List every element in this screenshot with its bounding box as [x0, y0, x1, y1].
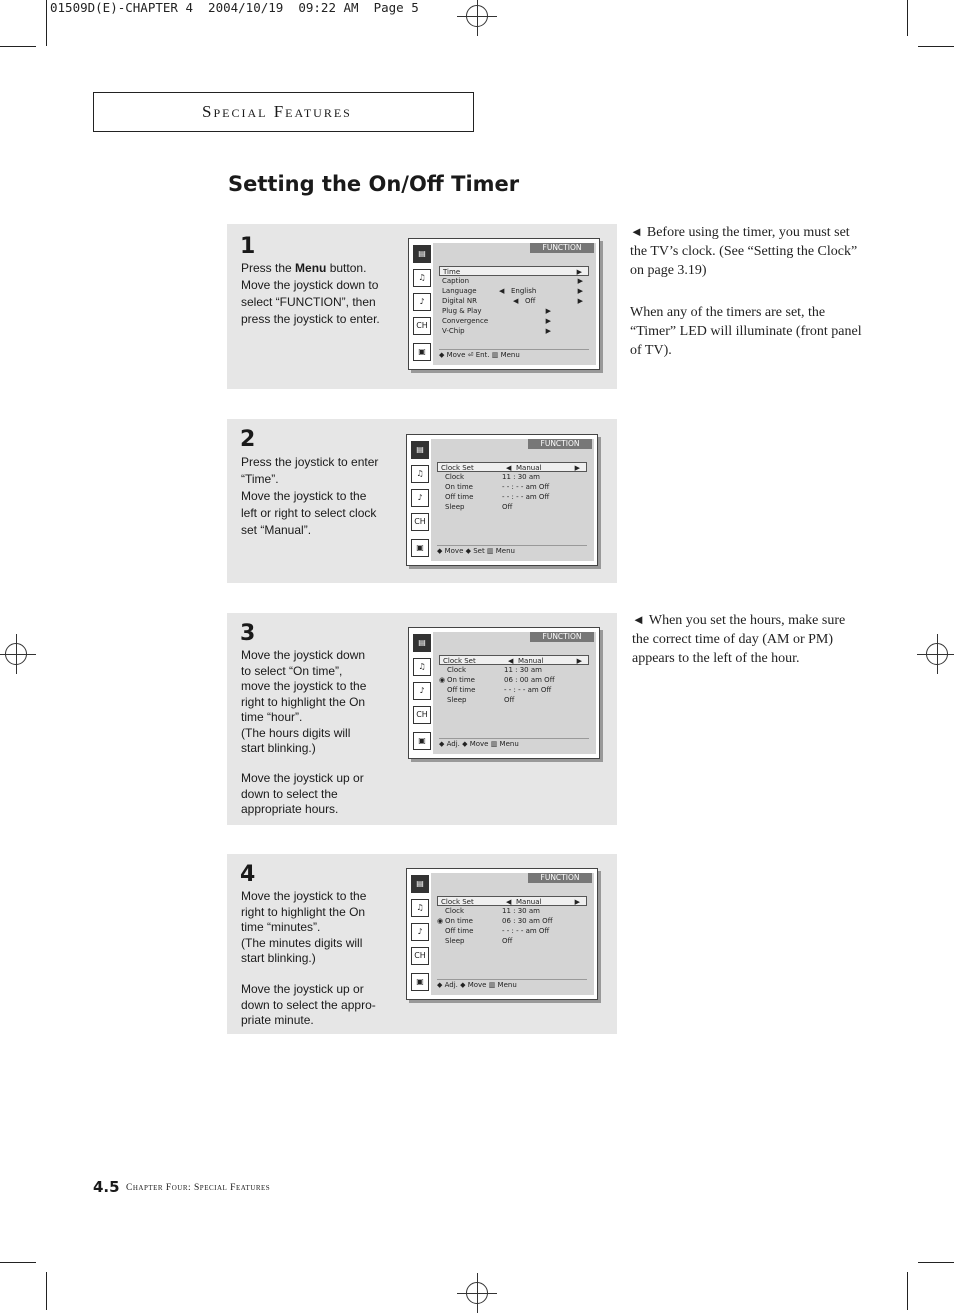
crop-mark [907, 0, 908, 36]
registration-mark [5, 643, 27, 665]
sound-icon: ♫ [411, 465, 429, 483]
step-1-panel [227, 224, 617, 389]
chapter-label: Chapter Four: Special Features [126, 1183, 271, 1193]
step-instructions-2: Move the joystick up or down to select the appropriate hours. [241, 771, 364, 816]
menu-row: Sleep Off [445, 503, 513, 511]
registration-mark [466, 5, 488, 27]
crop-mark [46, 1272, 47, 1310]
step-number: 4 [240, 862, 256, 887]
step-number: 2 [240, 427, 256, 452]
crop-mark [46, 0, 47, 46]
menu-header: FUNCTION [528, 873, 592, 883]
step-instructions: Press the Menu button. Move the joystick down to select “FUNCTION”, then press the joystick to enter. [241, 261, 380, 326]
menu-header: FUNCTION [530, 243, 594, 253]
menu-row: Language ◀ English ▶ [442, 287, 583, 295]
sound-icon: ♫ [411, 899, 429, 917]
picture-icon: ▤ [413, 634, 431, 652]
crop-mark [918, 46, 954, 47]
page-title: Setting the On/Off Timer [228, 172, 520, 196]
registration-mark [926, 643, 948, 665]
menu-row: Clock Set ◀ Manual ▶ [437, 462, 587, 472]
menu-header: FUNCTION [528, 439, 592, 449]
menu-row: Off time - - : - - am Off [445, 493, 550, 501]
step-instructions: Press the joystick to enter “Time”. Move the joystick to the left or right to select clock set “Manual”. [241, 455, 379, 537]
picture-icon: ▤ [411, 441, 429, 459]
function-icon: CH [411, 947, 429, 965]
picture-icon: ▤ [413, 245, 431, 263]
channel-icon: ♪ [413, 682, 431, 700]
menu-row: Convergence ▶ [442, 317, 551, 325]
menu-row: ◉ On time 06 : 30 am Off [437, 917, 553, 925]
sound-icon: ♫ [413, 658, 431, 676]
menu-row: Sleep Off [447, 696, 515, 704]
section-header-box [93, 92, 474, 132]
page-number: 4.5 [93, 1178, 120, 1196]
step-number: 3 [240, 621, 256, 646]
sound-icon: ♫ [413, 269, 431, 287]
menu-row: Time ▶ [439, 266, 589, 276]
menu-header: FUNCTION [530, 632, 594, 642]
step-3-panel [227, 613, 617, 825]
setup-icon: ▣ [411, 539, 429, 557]
menu-row: V-Chip ▶ [442, 327, 551, 335]
menu-row: Clock 11 : 30 am [445, 473, 540, 481]
menu-row: Digital NR ◀ Off ▶ [442, 297, 583, 305]
note-am-pm: ◄ When you set the hours, make sure the correct time of day (AM or PM) appears to the left of the hour. [632, 612, 846, 666]
note-clock: ◄ Before using the timer, you must set the TV’s clock. (See “Setting the Clock” on page 3.19) [630, 224, 858, 278]
note-arrow-icon: ◄ [632, 612, 645, 627]
setup-icon: ▣ [413, 732, 431, 750]
section-label: Special Features [202, 102, 352, 121]
channel-icon: ♪ [411, 923, 429, 941]
channel-icon: ♪ [413, 293, 431, 311]
menu-row: Clock Set ◀ Manual ▶ [437, 896, 587, 906]
step-instructions: Move the joystick down to select “On time”, move the joystick to the right to highlight the On time “hour”. (The hours digits will start blinking.) [241, 648, 367, 755]
channel-icon: ♪ [411, 489, 429, 507]
function-icon: CH [413, 317, 431, 335]
menu-row: Off time - - : - - am Off [447, 686, 552, 694]
tv-menu-screen [406, 868, 598, 1000]
picture-icon: ▤ [411, 875, 429, 893]
crop-mark [0, 1262, 36, 1263]
step-4-panel [227, 854, 617, 1034]
step-instructions-2: Move the joystick up or down to select the appro- priate minute. [241, 982, 376, 1027]
menu-row: Clock 11 : 30 am [447, 666, 542, 674]
setup-icon: ▣ [411, 973, 429, 991]
tv-menu-screen [406, 434, 598, 566]
note-led: When any of the timers are set, the “Timer” LED will illuminate (front panel of TV). [630, 305, 862, 358]
menu-row: Clock Set ◀ Manual ▶ [439, 655, 589, 665]
printer-slug: 01509D(E)-CHAPTER 4 2004/10/19 09:22 AM Page 5 [50, 0, 419, 15]
menu-row: Plug & Play ▶ [442, 307, 551, 315]
crop-mark [0, 46, 36, 47]
registration-mark [466, 1282, 488, 1304]
menu-row: Caption ▶ [442, 277, 583, 285]
menu-row: ◉ On time 06 : 00 am Off [439, 676, 555, 684]
menu-row: Clock 11 : 30 am [445, 907, 540, 915]
crop-mark [907, 1272, 908, 1310]
function-icon: CH [411, 513, 429, 531]
menu-footer: ◆ Adj. ◆ Move ▥ Menu [439, 738, 589, 749]
menu-row: Sleep Off [445, 937, 513, 945]
tv-menu-screen [408, 238, 600, 370]
function-icon: CH [413, 706, 431, 724]
note-arrow-icon: ◄ [630, 224, 643, 239]
menu-footer: ◆ Move ◆ Set ▥ Menu [437, 545, 587, 556]
crop-mark [918, 1262, 954, 1263]
step-2-panel [227, 419, 617, 583]
menu-row: Off time - - : - - am Off [445, 927, 550, 935]
menu-footer: ◆ Move ⏎ Ent. ▥ Menu [439, 349, 589, 360]
menu-footer: ◆ Adj. ◆ Move ▥ Menu [437, 979, 587, 990]
menu-row: On time - - : - - am Off [445, 483, 550, 491]
setup-icon: ▣ [413, 343, 431, 361]
tv-menu-screen [408, 627, 600, 759]
step-number: 1 [240, 234, 256, 259]
step-instructions: Move the joystick to the right to highlight the On time “minutes”. (The minutes digits will start blinking.) [241, 889, 367, 965]
